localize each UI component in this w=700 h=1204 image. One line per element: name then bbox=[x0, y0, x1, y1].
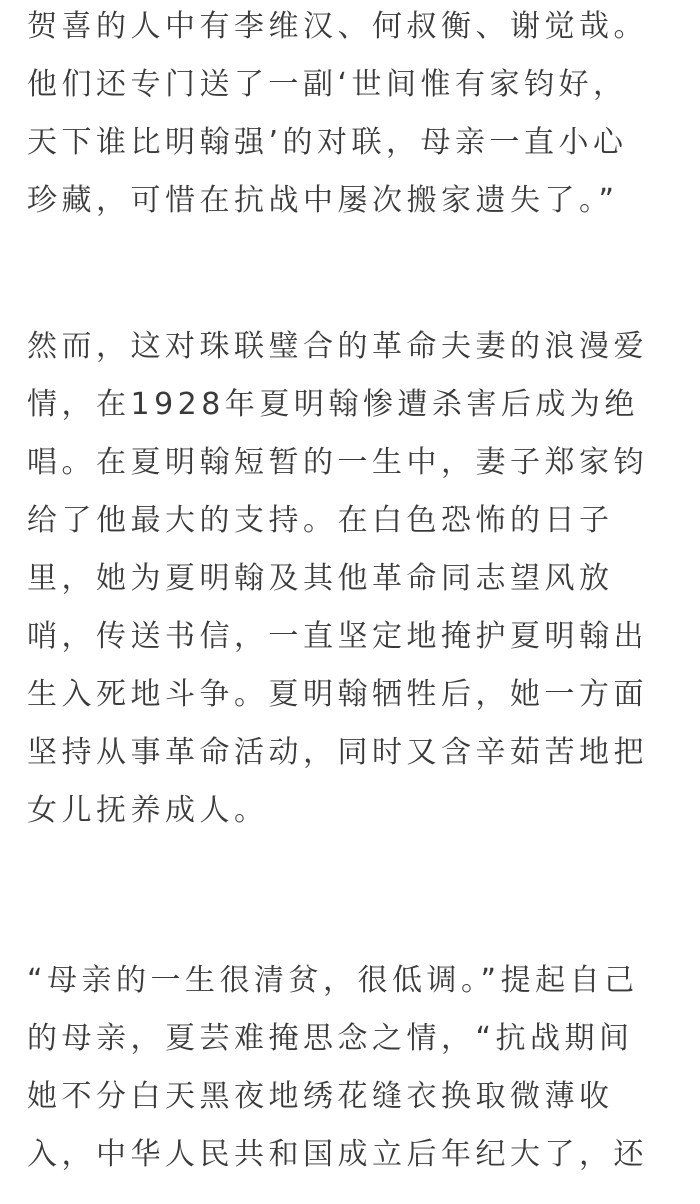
text-line: 坚持从事革命活动，同时又含辛茹苦地把 bbox=[27, 735, 648, 770]
text-line: 给了他最大的支持。在白色恐怖的日子 bbox=[27, 503, 614, 538]
text-line: 唱。在夏明翰短暂的一生中，妻子郑家钧 bbox=[27, 445, 648, 480]
text-line: 贺喜的人中有李维汉、何叔衡、谢觉哉。 bbox=[27, 9, 648, 44]
text-line: 天下谁比明翰强’的对联，母亲一直小心 bbox=[27, 125, 628, 160]
text-line: 入，中华人民共和国成立后年纪大了，还 bbox=[27, 1137, 648, 1172]
text-line: 她不分白天黑夜地绣花缝衣换取微薄收 bbox=[27, 1079, 614, 1114]
text-line: “母亲的一生很清贫，很低调。”提起自己 bbox=[27, 963, 639, 998]
text-line: 女儿抚养成人。 bbox=[27, 793, 269, 828]
text-line: 珍藏，可惜在抗战中屡次搬家遗失了。” bbox=[27, 183, 619, 218]
text-line: 里，她为夏明翰及其他革命同志望风放 bbox=[27, 561, 614, 596]
text-line: 情，在1928年夏明翰惨遭杀害后成为绝 bbox=[27, 387, 639, 422]
text-line: 的母亲，夏芸难掩思念之情，“抗战期间 bbox=[27, 1021, 634, 1056]
text-line: 生入死地斗争。夏明翰牺牲后，她一方面 bbox=[27, 677, 648, 712]
text-line: 哨，传送书信，一直坚定地掩护夏明翰出 bbox=[27, 619, 648, 654]
paragraph-3 bbox=[27, 952, 648, 1184]
text-line: 他们还专门送了一副‘世间惟有家钧好， bbox=[27, 67, 628, 102]
paragraph-1 bbox=[27, 0, 648, 230]
text-line: 然而，这对珠联璧合的革命夫妻的浪漫爱 bbox=[27, 329, 648, 364]
paragraph-2 bbox=[27, 318, 648, 840]
